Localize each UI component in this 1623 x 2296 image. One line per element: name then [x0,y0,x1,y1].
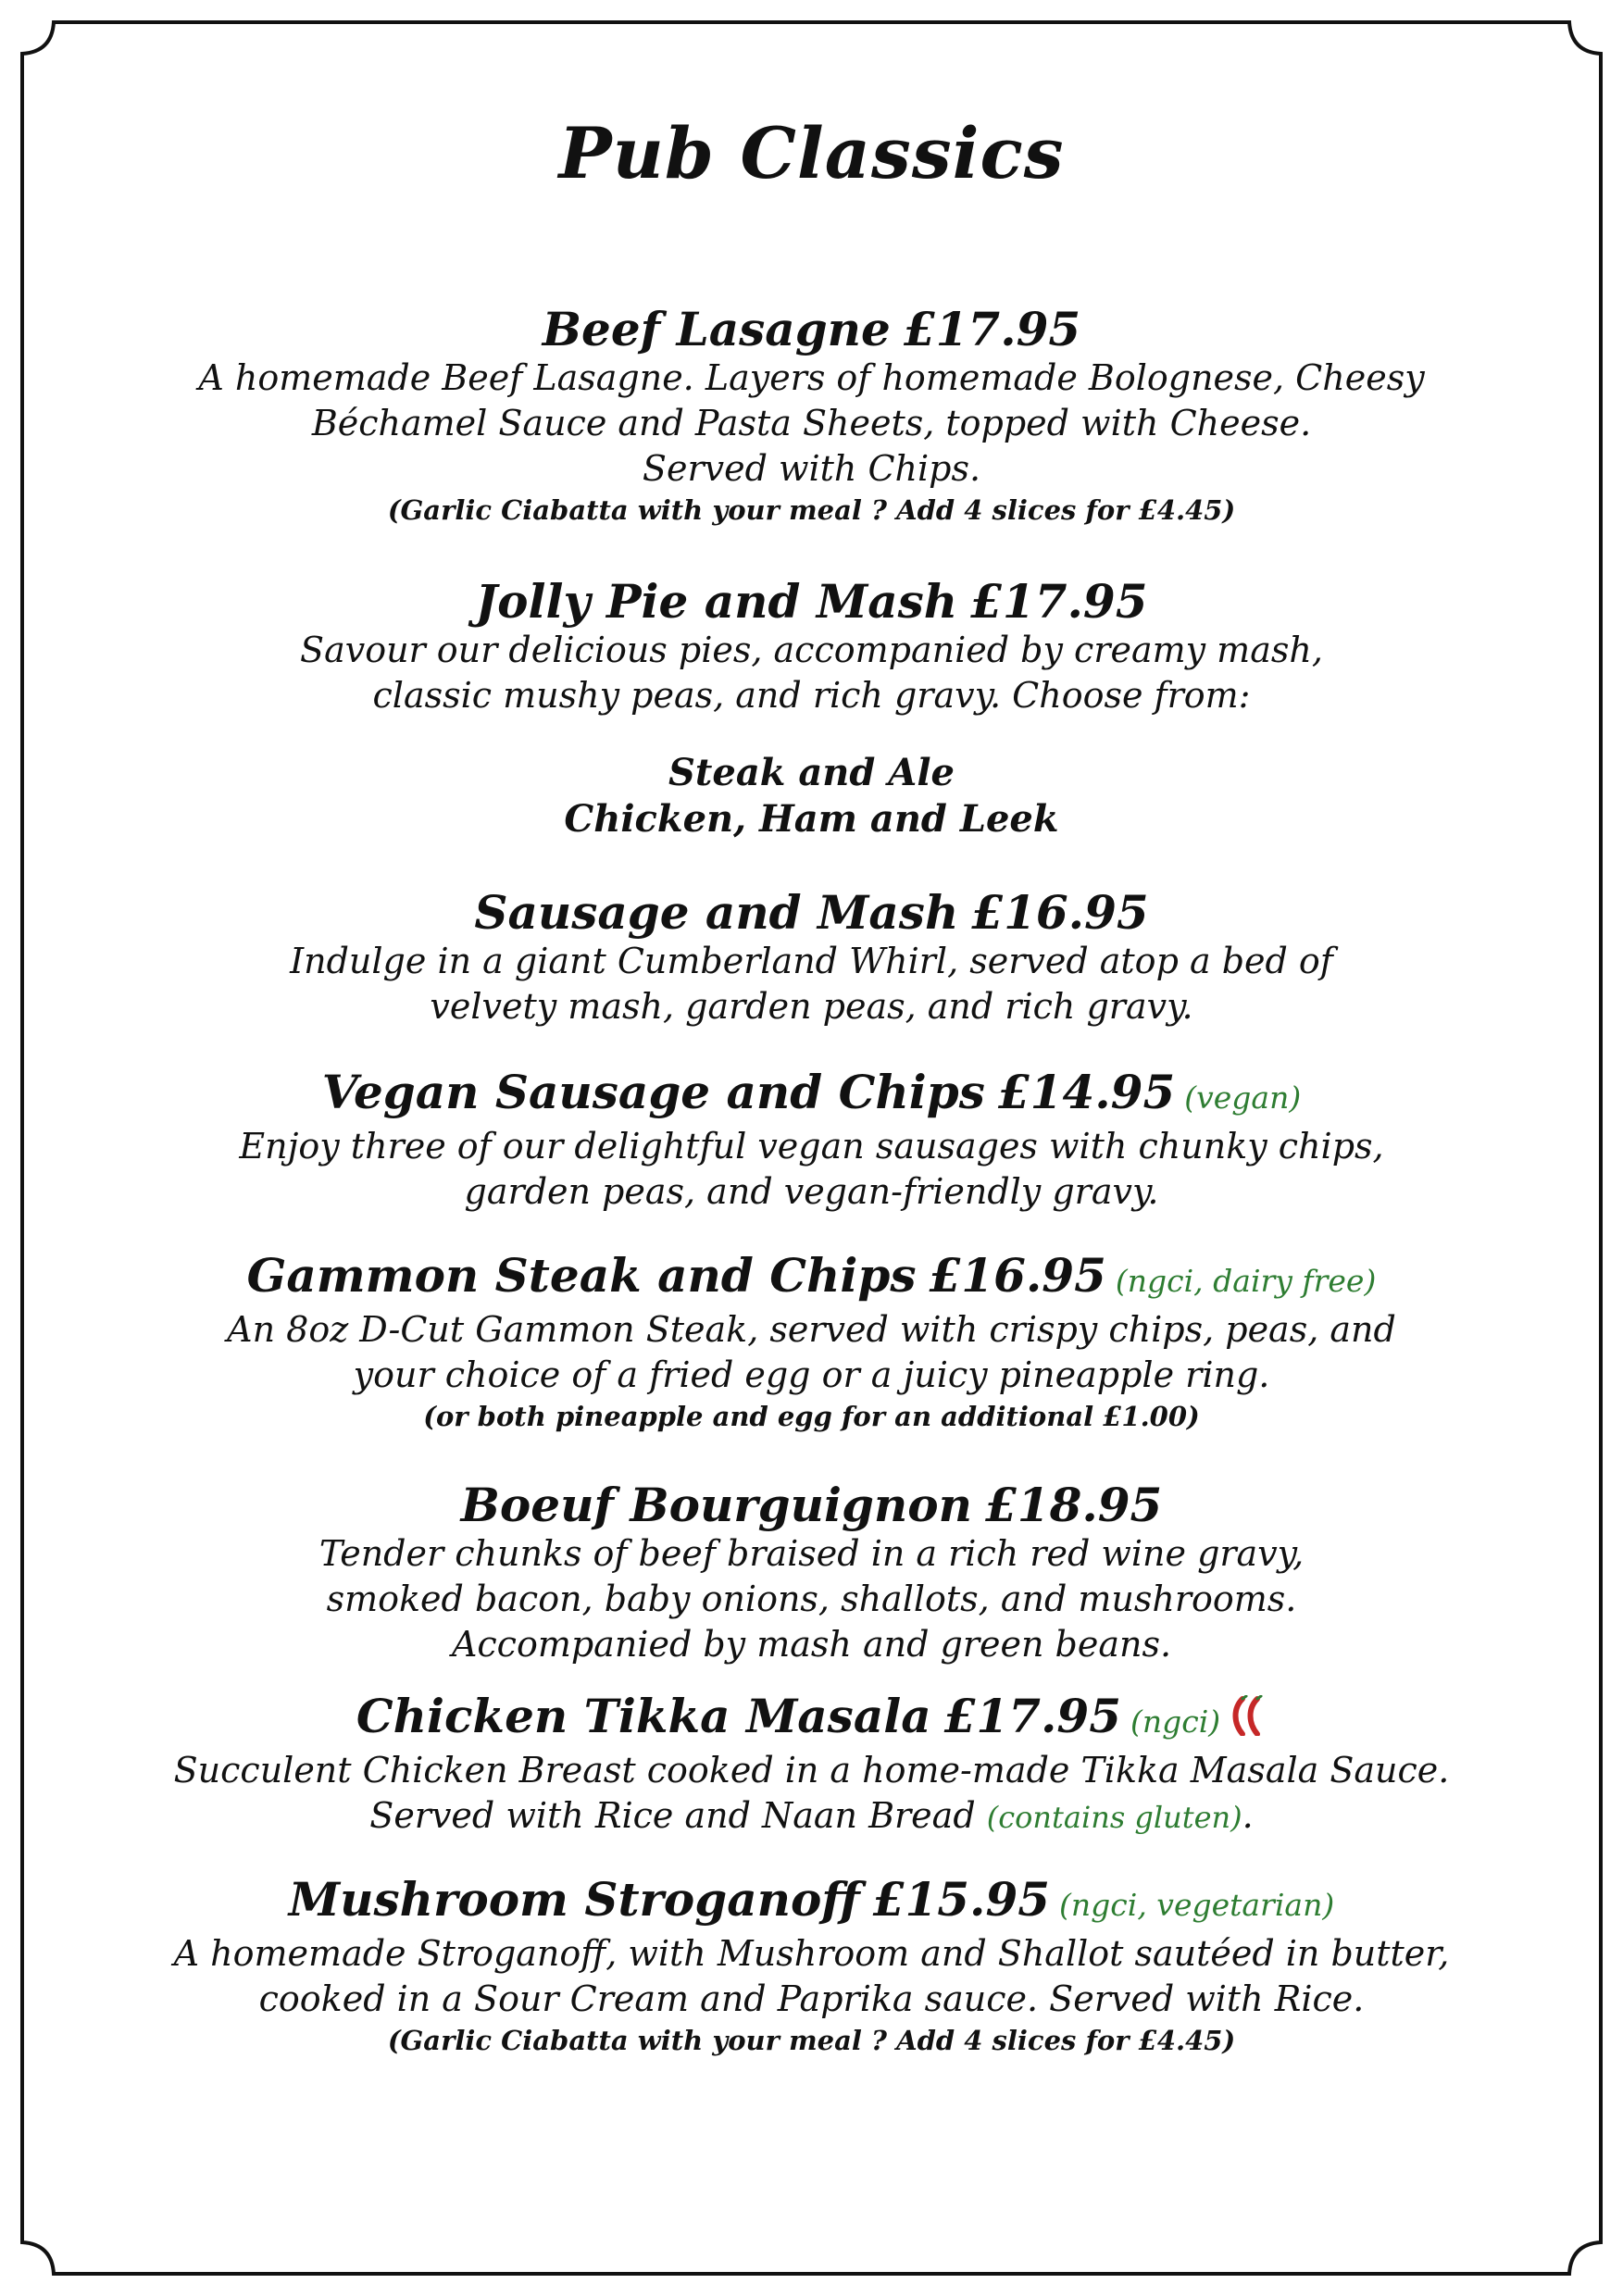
item-description-line: velvety mash, garden peas, and rich gravy. [430,986,1193,1027]
item-description-line: smoked bacon, baby onions, shallots, and mushrooms. [326,1578,1297,1619]
menu-item-mushroom-stroganoff [56,1874,1567,2059]
item-description-line: Béchamel Sauce and Pasta Sheets, topped with Cheese. [311,403,1312,443]
item-heading [56,887,1567,939]
menu-item-beef-lasagne [56,304,1567,529]
diet-tag: (ngci, vegetarian) [1059,1887,1335,1923]
chili-icon [1231,1694,1267,1746]
item-heading [56,576,1567,628]
item-heading [56,304,1567,356]
item-description-line [56,1793,1567,1841]
diet-tag: (vegan) [1184,1079,1302,1116]
item-description-line: Accompanied by mash and green beans. [451,1624,1172,1665]
item-description-line: cooked in a Sour Cream and Paprika sauce. Served with Rice. [258,1978,1365,2019]
item-description-end: . [1242,1795,1254,1836]
item-name: Chicken Tikka Masala [356,1689,931,1743]
item-price: £18.95 [984,1478,1163,1532]
diet-tag: (ngci, dairy free) [1115,1263,1377,1299]
item-name: Vegan Sausage and Chips [321,1065,985,1119]
item-heading [56,1691,1567,1748]
item-description-line: An 8oz D-Cut Gammon Steak, served with crispy chips, peas, and [227,1309,1396,1350]
item-description-line: Served with Chips. [642,448,981,489]
item-price: £15.95 [872,1872,1051,1927]
item-heading [56,1067,1567,1124]
item-heading [56,1250,1567,1307]
item-name: Boeuf Bourguignon [460,1478,972,1532]
menu-item-jolly-pie-and-mash [56,576,1567,842]
pie-option: Chicken, Ham and Leek [564,797,1059,841]
item-heading [56,1874,1567,1931]
item-price: £16.95 [929,1248,1106,1303]
item-price: £17.95 [970,574,1148,629]
menu-item-gammon-steak-and-chips [56,1250,1567,1435]
pie-option: Steak and Ale [668,751,955,794]
item-description-line: A homemade Stroganoff, with Mushroom and Shallot sautéed in butter, [173,1933,1450,1974]
item-note: (Garlic Ciabatta with your meal ? Add 4 slices for £4.45) [387,2025,1236,2056]
item-name: Gammon Steak and Chips [246,1248,917,1303]
item-name: Beef Lasagne [542,302,891,356]
menu-item-sausage-and-mash [56,887,1567,1029]
item-price: £17.95 [903,302,1081,356]
item-description-text: Served with Rice and Naan Bread [369,1795,976,1836]
item-note: (Garlic Ciabatta with your meal ? Add 4 slices for £4.45) [387,494,1236,526]
item-description-line: A homemade Beef Lasagne. Layers of homemade Bolognese, Cheesy [198,357,1425,398]
item-price: £16.95 [971,885,1149,940]
item-description-line: garden peas, and vegan-friendly gravy. [464,1171,1159,1212]
item-price: £17.95 [943,1689,1121,1743]
item-description-line: Succulent Chicken Breast cooked in a home-made Tikka Masala Sauce. [173,1750,1450,1791]
item-description-line: Enjoy three of our delightful vegan sausages with chunky chips, [239,1126,1384,1167]
diet-tag: (contains gluten) [986,1800,1242,1835]
item-description-line: Savour our delicious pies, accompanied by creamy mash, [300,630,1323,670]
item-description-line: Tender chunks of beef braised in a rich red wine gravy, [318,1533,1305,1574]
item-name: Jolly Pie and Mash [475,574,958,629]
diet-tag: (ngci) [1130,1703,1221,1740]
menu-item-chicken-tikka-masala [56,1691,1567,1841]
menu-item-boeuf-bourguignon [56,1479,1567,1667]
item-price: £14.95 [997,1065,1176,1119]
item-note: (or both pineapple and egg for an additional £1.00) [423,1401,1200,1432]
menu-item-vegan-sausage-and-chips [56,1067,1567,1215]
page-title: Pub Classics [558,112,1065,194]
item-name: Sausage and Mash [474,885,959,940]
item-heading [56,1479,1567,1531]
item-description-line: Indulge in a giant Cumberland Whirl, served atop a bed of [290,941,1333,981]
item-name: Mushroom Stroganoff [288,1872,860,1927]
item-description-line: classic mushy peas, and rich gravy. Choose from: [372,675,1251,716]
item-description-line: your choice of a fried egg or a juicy pineapple ring. [353,1354,1270,1395]
